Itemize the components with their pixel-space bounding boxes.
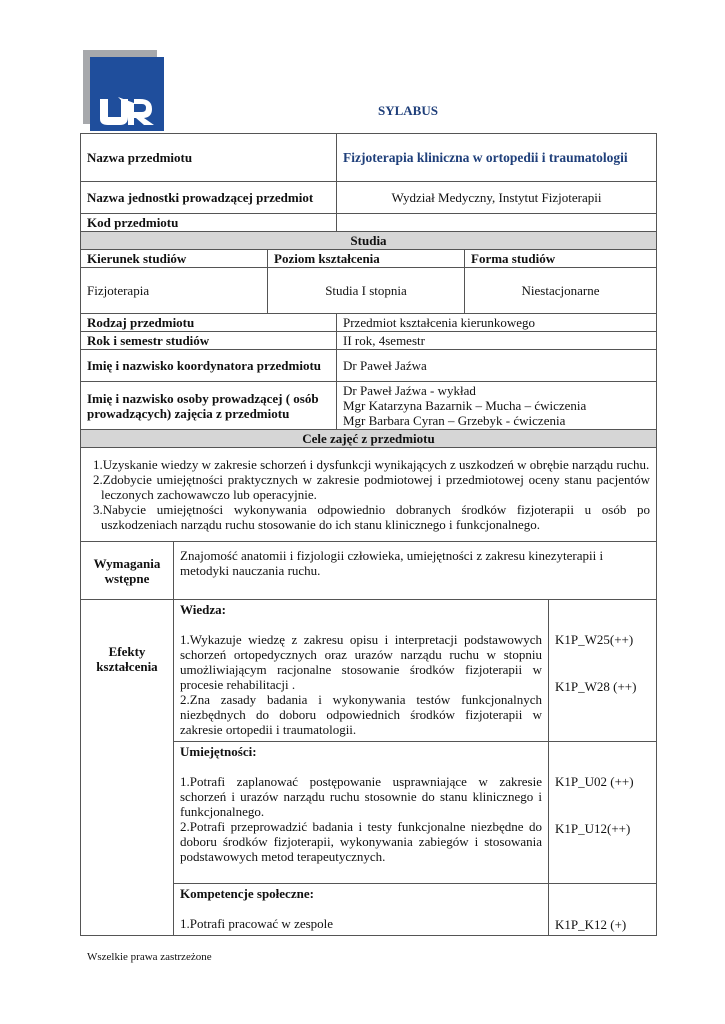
goal-3: 3.Nabycie umiejętności wykonywania odpowiednio dobranych środków fizjoterapii u osób po uszkodzeniach narządu ruchu stosowanie do ich stanu klinicznego i funkcjonalnego. <box>93 502 650 532</box>
goals-list <box>81 448 657 542</box>
page-title: SYLABUS <box>378 103 438 118</box>
subject-value: Fizjoterapia kliniczna w ortopedii i traumatologii <box>337 134 657 182</box>
col-poziom: Poziom kształcenia <box>268 250 465 268</box>
knowledge-codes-spacer <box>555 647 650 679</box>
knowledge-codes <box>549 600 657 742</box>
skills-code-1: K1P_U02 (++) <box>555 774 634 789</box>
teacher-2: Mgr Katarzyna Bazarnik – Mucha – ćwiczenia <box>343 398 587 413</box>
footer-text: Wszelkie prawa zastrzeżone <box>87 951 212 963</box>
skills-2: 2.Potrafi przeprowadzić badania i testy funkcjonalne niezbędne do doboru środków fizjoterapii, wykonywania zabiegów i stosowania podstawowych metod terapeutycznych. <box>180 819 542 864</box>
social-1: 1.Potrafi pracować w zespole <box>180 916 334 931</box>
col-kierunek: Kierunek studiów <box>81 250 268 268</box>
skills-codes-spacer <box>555 789 650 821</box>
unit-label: Nazwa jednostki prowadzącej przedmiot <box>81 182 337 214</box>
val-forma: Niestacjonarne <box>465 268 657 314</box>
skills-1: 1.Potrafi zaplanować postępowanie usprawniające w zakresie schorzeń i urazów narządu ruchu stosownie do stanu klinicznego i funkcjonalnego. <box>180 774 542 819</box>
knowledge-row <box>81 600 657 742</box>
studia-values-row <box>81 268 657 314</box>
studia-header-row <box>81 232 657 250</box>
logo <box>83 50 165 132</box>
social-code-1: K1P_K12 (+) <box>555 917 627 932</box>
type-value: Przedmiot kształcenia kierunkowego <box>337 314 657 332</box>
goal-1: 1.Uzyskanie wiedzy w zakresie schorzeń i dysfunkcji wynikających z uszkodzeń w obrębie narządu ruchu. <box>93 457 650 472</box>
year-label: Rok i semestr studiów <box>81 332 337 350</box>
code-label: Kod przedmiotu <box>81 214 337 232</box>
knowledge-title: Wiedza: <box>180 602 226 617</box>
studia-columns-row <box>81 250 657 268</box>
studia-header: Studia <box>81 232 657 250</box>
teacher-3: Mgr Barbara Cyran – Grzebyk - ćwiczenia <box>343 413 566 428</box>
logo-mark-icon <box>90 57 164 131</box>
social-codes <box>549 884 657 936</box>
prereq-value: Znajomość anatomii i fizjologii człowieka, umiejętności z zakresu kinezyterapii i metodyki nauczania ruchu. <box>174 542 657 600</box>
coord-value: Dr Paweł Jaźwa <box>337 350 657 382</box>
type-label: Rodzaj przedmiotu <box>81 314 337 332</box>
knowledge-spacer <box>180 617 542 632</box>
skills-title: Umiejętności: <box>180 744 257 759</box>
unit-value: Wydział Medyczny, Instytut Fizjoterapii <box>337 182 657 214</box>
social-cell <box>174 884 549 936</box>
code-row <box>81 214 657 232</box>
effects-label: Efekty kształcenia <box>81 600 174 936</box>
teachers-value <box>337 382 657 430</box>
knowledge-cell <box>174 600 549 742</box>
code-value <box>337 214 657 232</box>
col-forma: Forma studiów <box>465 250 657 268</box>
subject-label: Nazwa przedmiotu <box>81 134 337 182</box>
teachers-label: Imię i nazwisko osoby prowadzącej ( osób prowadzących) zajęcia z przedmiotu <box>81 382 337 430</box>
prereq-label: Wymagania wstępne <box>81 542 174 600</box>
social-spacer <box>180 901 542 916</box>
knowledge-code-1: K1P_W25(++) <box>555 632 634 647</box>
coord-row <box>81 350 657 382</box>
knowledge-1: 1.Wykazuje wiedzę z zakresu opisu i interpretacji podstawowych schorzeń ortopedycznych oraz urazów narządu ruchu w stopniu umożliwiającym racjonalne stosowanie środków fizjoterapii w procesie rehabilitacji . <box>180 632 542 692</box>
teacher-1: Dr Paweł Jaźwa - wykład <box>343 383 476 398</box>
goals-header: Cele zajęć z przedmiotu <box>81 430 657 448</box>
skills-codes <box>549 742 657 884</box>
type-row <box>81 314 657 332</box>
unit-row <box>81 182 657 214</box>
skills-code-2: K1P_U12(++) <box>555 821 631 836</box>
skills-spacer <box>180 759 542 774</box>
goals-header-row <box>81 430 657 448</box>
skills-cell <box>174 742 549 884</box>
knowledge-code-2: K1P_W28 (++) <box>555 679 637 694</box>
prereq-row <box>81 542 657 600</box>
syllabus-table <box>80 133 657 936</box>
goals-row <box>81 448 657 542</box>
year-value: II rok, 4semestr <box>337 332 657 350</box>
goal-2: 2.Zdobycie umiejętności praktycznych w zakresie podmiotowej i przedmiotowej oceny stanu pacjentów leczonych zachowawczo lub operacyjnie. <box>93 472 650 502</box>
coord-label: Imię i nazwisko koordynatora przedmiotu <box>81 350 337 382</box>
val-poziom: Studia I stopnia <box>268 268 465 314</box>
knowledge-2: 2.Zna zasady badania i wykonywania testów funkcjonalnych niezbędnych do doboru odpowiednich środków fizjoterapii w zakresie ortopedii i traumatologii. <box>180 692 542 737</box>
subject-row <box>81 134 657 182</box>
year-row <box>81 332 657 350</box>
social-title: Kompetencje społeczne: <box>180 886 314 901</box>
val-kierunek: Fizjoterapia <box>81 268 268 314</box>
teachers-row <box>81 382 657 430</box>
